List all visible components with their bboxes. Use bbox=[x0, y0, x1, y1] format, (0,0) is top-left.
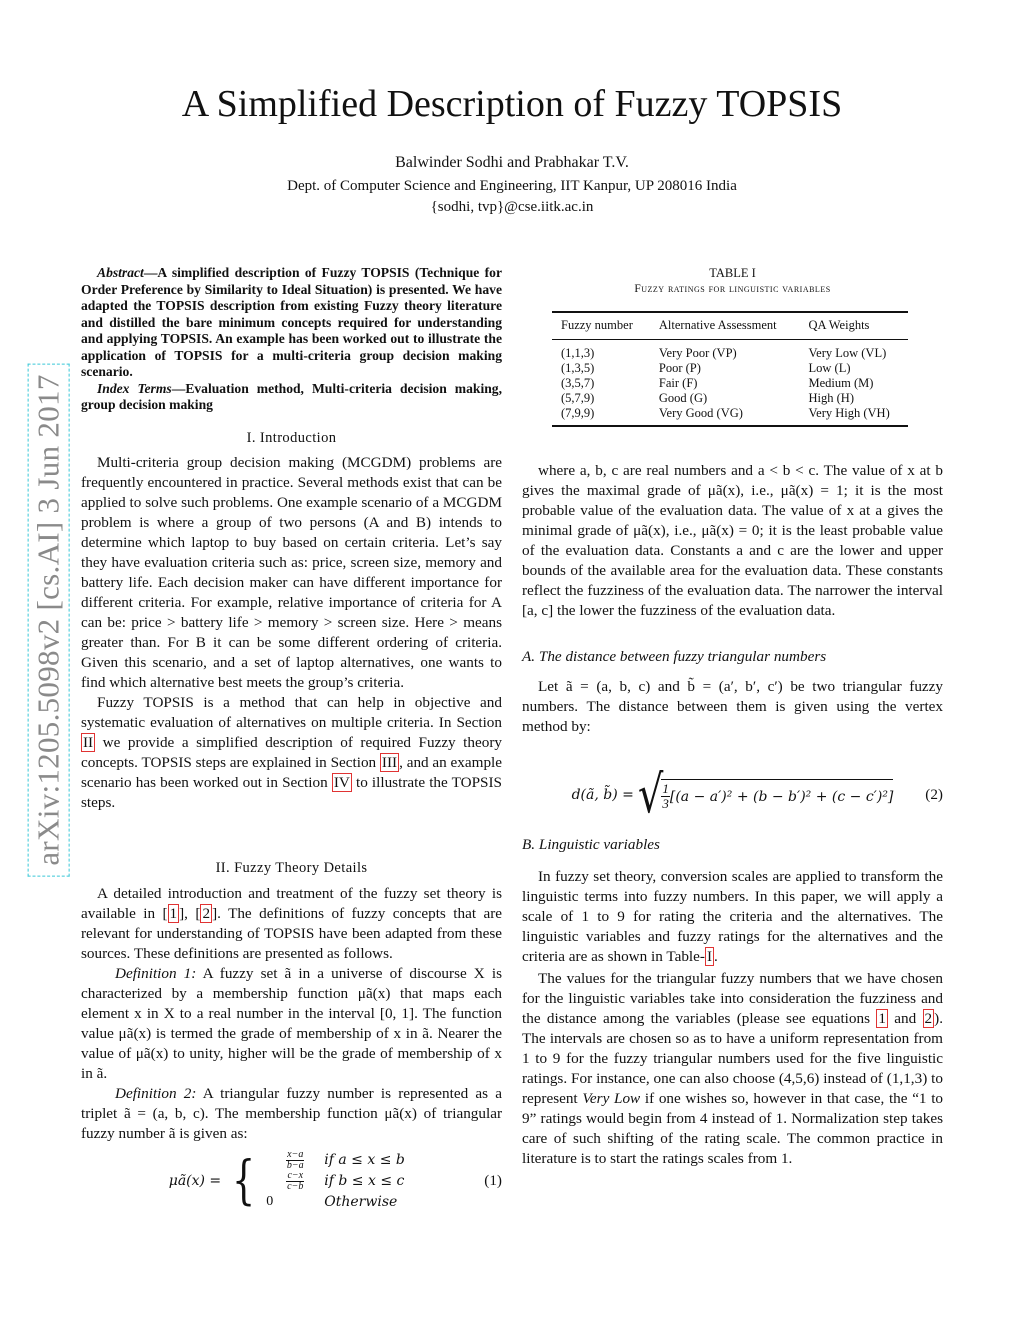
table-1 bbox=[522, 266, 943, 427]
definition-2-label: Definition 2: bbox=[115, 1085, 197, 1102]
eq1-condition-3: Otherwise bbox=[324, 1194, 398, 1210]
section-heading-introduction: I. Introduction bbox=[246, 430, 337, 446]
eq1-condition-2: if b ≤ x ≤ c bbox=[324, 1173, 405, 1189]
eq1-fraction-2: $\frac{c-x}{c-b}$ bbox=[287, 1170, 304, 1192]
paper-title: A Simplified Description of Fuzzy TOPSIS bbox=[181, 83, 843, 125]
ref-section-II[interactable]: II bbox=[83, 734, 94, 751]
ratings-table bbox=[552, 311, 908, 427]
distance-paragraph: Let ã = (a, b, c) and b̃ = (a′, b′, c′) be two triangular fuzzy numbers. The distance between them is given using the vertex method by: bbox=[522, 678, 943, 735]
membership-explanation: where a, b, c are real numbers and a < b < c. The value of x at b gives the maximal grade of μã(x), i.e., μã(x) = 1; it is the most probable value of the evaluation data. The value of x at a gives the minimal grade of μã(x), i.e., μã(x) = 0; it is the least probable value of the evaluation data. Constants a and c are the lower and upper bounds of the available area for the evaluation data. These constants reflect the fuzziness of the evaluation data. The narrower the interval [a, c] the lower the fuzziness of the evaluation data. bbox=[522, 462, 943, 619]
subsection-heading-distance: A. The distance between fuzzy triangular numbers bbox=[522, 648, 827, 665]
eq1-value-3: 0 bbox=[266, 1194, 274, 1209]
very-low-emphasis: Very Low bbox=[582, 1090, 641, 1107]
abstract bbox=[81, 265, 502, 414]
linguistic-paragraph-2: The values for the triangular fuzzy numbers that we have chosen for the linguistic variables take into consideration the fuzziness and the distance among the variables (please see equations 1 and 2 ). The intervals are chosen so as to have a uniform representation from 1 to 9 for the fuzzy triangular numbers used for the five linguistic ratings. For instance, one can also choose (4,5,6) instead of (1,1,3) to represent Very Low if one wishes so, however in that case, the “1 to 9” ratings would begin from 4 instead of 1. Normalization step takes care of such shifting of the rating scale. The common practice in literature is to start the ratings scales from 1. bbox=[522, 970, 944, 1167]
table-subtitle: Fuzzy ratings for linguistic variables bbox=[634, 283, 831, 295]
eq1-fraction-1: $\frac{x-a}{b-a}$ bbox=[286, 1149, 304, 1171]
arxiv-id: arXiv:1205.5098v2 [cs.AI] 3 Jun 2017 bbox=[28, 363, 70, 876]
equation-2-number: (2) bbox=[925, 786, 943, 803]
eq1-lhs: μã(x) = bbox=[168, 1173, 222, 1189]
table-header: Alternative Assessment bbox=[650, 312, 800, 340]
affiliation: Dept. of Computer Science and Engineering, IIT Kanpur, UP 208016 India bbox=[287, 178, 737, 194]
section-fuzzy-theory bbox=[81, 858, 502, 1212]
equation-1-number: (1) bbox=[484, 1172, 502, 1189]
fuzzy-paragraph-1: A detailed introduction and treatment of the fuzzy set theory is available in [ 1 ], [ 2 ]. The definitions of fuzzy concepts that are relevant for understanding of TOPSIS have been adapted from these sources. These definitions are presented as follows. bbox=[81, 885, 502, 962]
intro-paragraph-2: Fuzzy TOPSIS is a method that can help in objective and systematic evaluation of alternatives on multiple criteria. In Section II we provide a simplified description of required Fuzzy theory concepts. TOPSIS steps are explained in Section III , and an example scenario has been worked out in Section IV to illustrate the TOPSIS steps. bbox=[81, 694, 503, 811]
eq2-lhs: d(ã, b̃) = bbox=[571, 787, 634, 803]
index-terms-text: —Evaluation method, Multi-criteria decision making, group decision making bbox=[81, 380, 502, 412]
ref-section-III[interactable]: III bbox=[381, 754, 398, 771]
ref-table-I[interactable]: I bbox=[706, 948, 713, 965]
definition-1-label: Definition 1: bbox=[115, 965, 197, 982]
ref-section-IV[interactable]: IV bbox=[333, 774, 350, 791]
citation-2[interactable]: 2 bbox=[202, 905, 211, 922]
table-row: (3,5,7) Fair (F) Medium (M) bbox=[561, 376, 874, 390]
definition-1: Definition 1: A fuzzy set ã in a universe of discourse X is characterized by a membership function μã(x) that maps each element x in X to a real number in the interval [0, 1]. The function value μã(x) is termed the grade of membership of x in ã. Nearer the value of μã(x) to unity, higher will be the grade of membership of x in ã. bbox=[81, 965, 502, 1082]
linguistic-paragraph-1: In fuzzy set theory, conversion scales are applied to transform the linguistic terms into fuzzy numbers. In this paper, we will apply a scale of 1 to 9 for rating the criteria and the alternatives. The linguistic variables and fuzzy ratings for the alternatives and the criteria are as shown in Table- I . bbox=[522, 868, 943, 965]
table-header: QA Weights bbox=[800, 312, 909, 340]
section-introduction bbox=[81, 428, 502, 813]
intro-paragraph-1: Multi-criteria group decision making (MCGDM) problems are frequently encountered in practice. Several methods exist that can be applied to solve such problems. One example scenario of a MCGDM problem is where a group of two persons (A and B) intends to determine which laptop to buy based on certain criteria. Let’s say they have evaluation criteria such as: price, screen size, memory and battery life. Each decision maker can have different importance for different criteria. For example, relative importance of criteria for A can be: price > battery life > memory > screen size. Here > means greater than. For B it can be some different ordering of criteria. Given this scenario, and a set of laptop alternatives, one wants to find which alternative best meets the group’s criteria. bbox=[81, 454, 502, 691]
table-row: (1,3,5) Poor (P) Low (L) bbox=[561, 361, 851, 375]
index-terms-label: Index Terms bbox=[97, 380, 172, 396]
arxiv-sidebar-stamp[interactable] bbox=[14, 350, 84, 890]
definition-2: Definition 2: A triangular fuzzy number is represented as a triplet ã = (a, b, c). The membership function μã(x) of triangular fuzzy number ã is given as: bbox=[81, 1085, 502, 1142]
square-root bbox=[637, 765, 894, 825]
subsection-heading-linguistic: B. Linguistic variables bbox=[522, 836, 660, 853]
ref-equation-2[interactable]: 2 bbox=[924, 1010, 933, 1027]
table-row: (7,9,9) Very Good (VG) Very High (VH) bbox=[552, 406, 908, 426]
abstract-text: —A simplified description of Fuzzy TOPSIS (Technique for Order Preference by Similarity to Ideal Situation) is presented. We have adapted the TOPSIS description from existing Fuzzy theory literature and distilled the bare minimum concepts required for understanding and applying TOPSIS. An example has been worked out to illustrate the application of TOPSIS for a multi-criteria group decision making scenario. bbox=[81, 265, 502, 379]
citation-1[interactable]: 1 bbox=[169, 905, 178, 922]
email: {sodhi, tvp}@cse.iitk.ac.in bbox=[430, 199, 594, 215]
ref-equation-1[interactable]: 1 bbox=[878, 1010, 886, 1027]
eq1-condition-1: if a ≤ x ≤ b bbox=[324, 1152, 405, 1168]
table-caption: TABLE I bbox=[709, 266, 756, 280]
left-brace-icon: { bbox=[232, 1151, 256, 1211]
table-header: Fuzzy number bbox=[552, 312, 650, 340]
authors: Balwinder Sodhi and Prabhakar T.V. bbox=[395, 154, 629, 171]
abstract-label: Abstract bbox=[97, 265, 144, 280]
section-heading-fuzzy-theory: II. Fuzzy Theory Details bbox=[215, 860, 368, 876]
right-body bbox=[522, 461, 943, 1169]
eq2-body: [(a − a′)² + (b − b′)² + (c − c′)²] bbox=[669, 788, 894, 805]
equation-2 bbox=[522, 765, 943, 825]
eq2-fraction: $\frac{1}{3}$ bbox=[662, 781, 669, 811]
radical-icon: √ bbox=[637, 765, 664, 825]
table-row: (5,7,9) Good (G) High (H) bbox=[561, 391, 854, 405]
equation-1 bbox=[81, 1150, 502, 1212]
table-row: (1,1,3) Very Poor (VP) Very Low (VL) bbox=[561, 346, 887, 360]
